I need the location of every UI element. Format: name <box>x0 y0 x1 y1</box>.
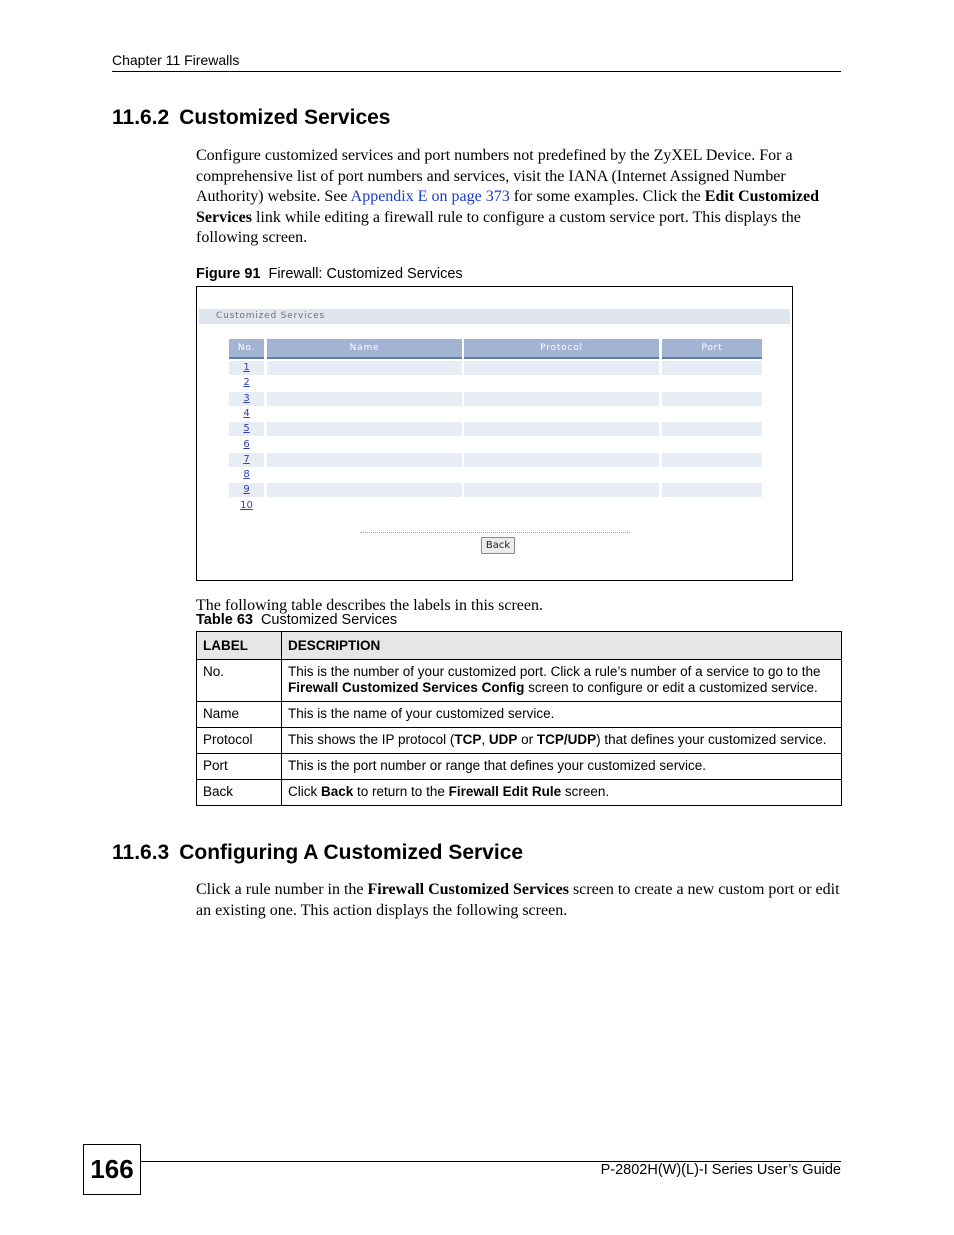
rule-number-link[interactable]: 5 <box>243 423 250 435</box>
section-heading-configuring-service <box>112 841 523 865</box>
col-header-name: Name <box>267 339 462 359</box>
cell-port <box>662 453 762 467</box>
row-description: This is the number of your customized port. Click a rule’s number of a service to go to the Firewall Customized Services Config screen to configure or edit a customized service. <box>282 660 842 702</box>
figure-screenshot <box>196 286 793 581</box>
cell-protocol <box>464 407 659 421</box>
screen-title: Customized Services <box>216 311 325 321</box>
text-run: screen to create a new custom port or edit an existing one. This action displays the following screen. <box>196 881 840 919</box>
table-label: Table 63 <box>196 612 253 628</box>
cell-port <box>662 499 762 513</box>
cell-port <box>662 361 762 375</box>
table-caption <box>196 612 397 628</box>
table-row <box>197 780 842 806</box>
grid-row <box>229 376 763 390</box>
header-label: LABEL <box>197 632 282 660</box>
cell-protocol <box>464 361 659 375</box>
table-intro-paragraph: The following table describes the labels in this screen. <box>196 597 544 614</box>
header-divider <box>112 71 841 72</box>
cell-name <box>267 407 462 421</box>
screen-title-band <box>199 309 790 324</box>
dotted-separator <box>360 532 630 533</box>
bold-run: Firewall Customized Services <box>367 881 569 898</box>
grid-row <box>229 453 763 467</box>
section-number: 11.6.3 <box>112 841 170 864</box>
grid-row <box>229 392 763 406</box>
section-number: 11.6.2 <box>112 106 170 129</box>
cell-no <box>229 453 264 467</box>
rule-number-link[interactable]: 4 <box>243 407 250 419</box>
grid-row <box>229 361 763 375</box>
grid-row <box>229 483 763 497</box>
page-number: 166 <box>83 1144 141 1195</box>
row-description: This is the port number or range that defines your customized service. <box>282 754 842 780</box>
running-header: Chapter 11 Firewalls <box>112 52 240 68</box>
cell-protocol <box>464 483 659 497</box>
configure-paragraph <box>196 880 844 921</box>
cell-no <box>229 499 264 513</box>
rule-number-link[interactable]: 6 <box>243 438 250 450</box>
table-header-row <box>197 632 842 660</box>
back-button[interactable]: Back <box>481 537 515 554</box>
col-header-no: No. <box>229 339 264 359</box>
grid-row <box>229 407 763 421</box>
cell-port <box>662 468 762 482</box>
cell-no <box>229 407 264 421</box>
label-description-table <box>196 631 842 806</box>
cell-port <box>662 438 762 452</box>
cell-name <box>267 453 462 467</box>
table-row <box>197 702 842 728</box>
rule-number-link[interactable]: 7 <box>243 453 250 465</box>
grid-row <box>229 422 763 436</box>
rule-number-link[interactable]: 1 <box>243 362 250 373</box>
cell-no <box>229 392 264 406</box>
cell-no <box>229 361 264 375</box>
row-label: Back <box>197 780 282 806</box>
cell-name <box>267 422 462 436</box>
text-run: Click a rule number in the <box>196 881 368 898</box>
cell-name <box>267 483 462 497</box>
cell-port <box>662 422 762 436</box>
cell-protocol <box>464 468 659 482</box>
cell-protocol <box>464 453 659 467</box>
text-run: for some examples. Click the <box>509 188 705 205</box>
figure-caption <box>196 266 463 282</box>
table-row <box>197 728 842 754</box>
grid-row <box>229 468 763 482</box>
table-row <box>197 754 842 780</box>
cell-no <box>229 468 264 482</box>
cell-no <box>229 483 264 497</box>
cell-protocol <box>464 422 659 436</box>
figure-label: Figure 91 <box>196 266 261 282</box>
cell-protocol <box>464 499 659 513</box>
guide-title: P-2802H(W)(L)-I Series User’s Guide <box>600 1162 841 1178</box>
cell-port <box>662 407 762 421</box>
header-description: DESCRIPTION <box>282 632 842 660</box>
rule-number-link[interactable]: 3 <box>243 392 250 404</box>
cell-protocol <box>464 438 659 452</box>
section-title: Customized Services <box>179 106 391 129</box>
cell-port <box>662 392 762 406</box>
cell-name <box>267 376 462 390</box>
cell-protocol <box>464 392 659 406</box>
col-header-port: Port <box>662 339 762 359</box>
rule-number-link[interactable]: 10 <box>240 499 253 511</box>
row-label: Name <box>197 702 282 728</box>
section-heading-customized-services <box>112 106 391 130</box>
text-run: Configure customized services and port numbers not predefined by the ZyXEL Device. For a comprehensive list of port numbers and services, visit the IANA (Internet Assigned Number Authority) website. See <box>196 147 793 205</box>
table-row <box>197 660 842 702</box>
table-caption-text: Customized Services <box>260 612 398 628</box>
cell-no <box>229 438 264 452</box>
cell-no <box>229 422 264 436</box>
row-label: Port <box>197 754 282 780</box>
col-header-protocol: Protocol <box>464 339 659 359</box>
row-description: Click Back to return to the Firewall Edit Rule screen. <box>282 780 842 806</box>
row-description: This shows the IP protocol (TCP, UDP or TCP/UDP) that defines your customized service. <box>282 728 842 754</box>
cell-protocol <box>464 376 659 390</box>
row-label: Protocol <box>197 728 282 754</box>
intro-paragraph <box>196 146 844 249</box>
cell-name <box>267 361 462 375</box>
rule-number-link[interactable]: 9 <box>243 484 250 496</box>
row-label: No. <box>197 660 282 702</box>
bold-run: Edit Customized Services <box>196 188 820 226</box>
cell-name <box>267 438 462 452</box>
row-description: This is the name of your customized service. <box>282 702 842 728</box>
cell-name <box>267 468 462 482</box>
figure-caption-text: Firewall: Customized Services <box>268 266 463 282</box>
rule-number-link[interactable]: 2 <box>243 377 250 389</box>
cell-no <box>229 376 264 390</box>
cell-name <box>267 392 462 406</box>
text-run: link while editing a firewall rule to configure a custom service port. This displays the following screen. <box>196 208 801 246</box>
grid-row <box>229 438 763 452</box>
cell-port <box>662 483 762 497</box>
cell-port <box>662 376 762 390</box>
grid-row <box>229 499 763 513</box>
section-title: Configuring A Customized Service <box>179 841 524 864</box>
appendix-link[interactable]: Appendix E on page 373 <box>350 188 510 205</box>
cell-name <box>267 499 462 513</box>
rule-number-link[interactable]: 8 <box>243 469 250 481</box>
